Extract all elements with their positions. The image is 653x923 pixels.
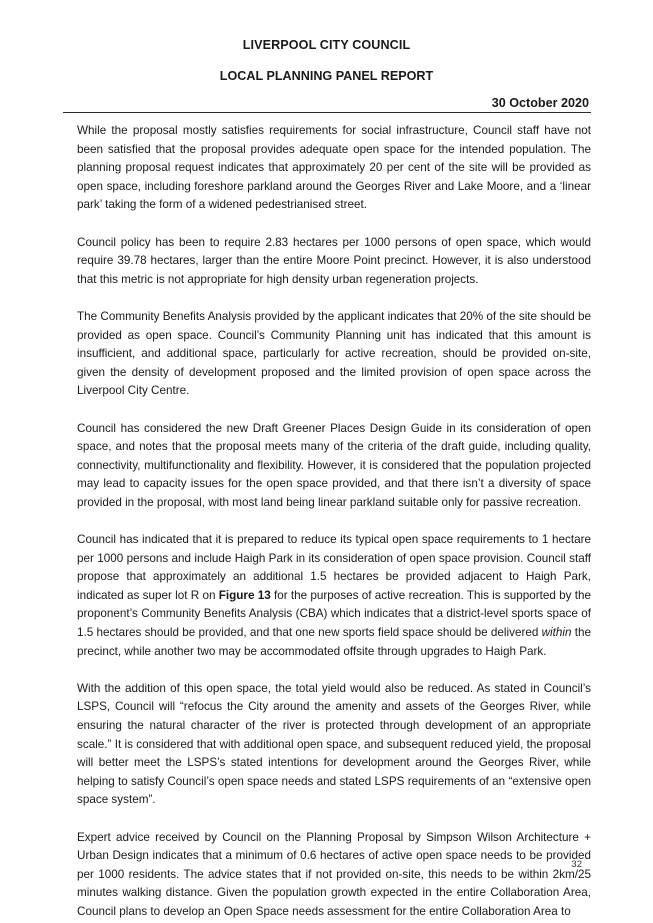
figure-reference-link[interactable]: Figure 13 — [218, 588, 271, 602]
paragraph-council-policy: Council policy has been to require 2.83 hectares per 1000 persons of open space, which would require 39.78 hectares, larger than the entire Moore Point precinct. However, it is also understood that this metric is not appropriate for high density urban regeneration projects. — [77, 235, 591, 286]
paragraph-yield-reduction: With the addition of this open space, the total yield would also be reduced. As stated in Council’s LSPS, Council will “refocus the City around the amenity and assets of the Georges River, while ensuring the natural character of the river is protected through development of an appropriate scale.” It is considered that with additional open space, and subsequent reduced yield, the proposal will better meet the LSPS’s stated intentions for development around the Georges River, while helping to satisfy Council’s open space needs and stated LSPS requirements of an “extensive open space system”. — [77, 681, 591, 807]
report-date: 30 October 2020 — [491, 96, 589, 110]
paragraph-social-infrastructure: While the proposal mostly satisfies requirements for social infrastructure, Council staff have not been satisfied that the proposal provides adequate open space for the intended population. The planning proposal request indicates that approximately 20 per cent of the site will be provided as open space, including foreshore parkland around the Georges River and Lake Moore, and a ‘linear park’ taking the form of a widened pedestrianised street. — [77, 124, 591, 212]
paragraph-text: for the purposes of active recreation. This is supported by the proponent’s Community Benefits Analysis (CBA) which indicates that a district-level sports space of 1.5 hectares should be provided, and that one new sports field space should be delivered — [77, 588, 591, 640]
paragraph-community-benefits: The Community Benefits Analysis provided by the applicant indicates that 20% of the site should be provided as open space. Council’s Community Planning unit has indicated that this amount is insufficient, and additional space, particularly for active recreation, should be provided on-site, given the density of development proposed and the limited provision of open space across the Liverpool City Centre. — [77, 309, 591, 398]
report-title: LOCAL PLANNING PANEL REPORT — [219, 69, 434, 83]
page-number: 32 — [571, 859, 582, 870]
header-divider — [63, 112, 591, 113]
paragraph-text: the precinct, while another two may be accommodated offsite through upgrades to Haigh Park. — [77, 626, 591, 658]
paragraph-expert-advice: Expert advice received by Council on the Planning Proposal by Simpson Wilson Architecture + Urban Design indicates that a minimum of 0.6 hectares of active open space needs to be provided per 1000 residents. The advice states that if not provided on-site, this needs to be within 2km/25 minutes walking distance. Given the population growth expected in the entire Collaboration Area, Council plans to develop an Open Space needs assessment for the entire Collaboration Area to — [77, 830, 591, 918]
paragraph-text: Council has indicated that it is prepared to reduce its typical open space requirements to 1 hectare per 1000 persons and include Haigh Park in its consideration of open space provision. Council staff propose that approximately an additional 1.5 hectares be provided adjacent to Haigh Park, indicated as super lot R on — [77, 533, 591, 602]
council-name: LIVERPOOL CITY COUNCIL — [242, 38, 411, 52]
report-body — [77, 122, 591, 922]
paragraph-open-space-reduction — [77, 531, 591, 661]
paragraph-greener-places: Council has considered the new Draft Greener Places Design Guide in its consideration of open space, and notes that the proposal meets many of the criteria of the draft guide, including quality, connectivity, multifunctionality and flexibility. However, it is considered that the population projected may lead to capacity issues for the open space provided, and that there isn’t a diversity of space provided in the proposal, with most land being linear parkland suitable only for passive recreation. — [77, 421, 591, 509]
emphasis-within: within — [541, 626, 572, 640]
